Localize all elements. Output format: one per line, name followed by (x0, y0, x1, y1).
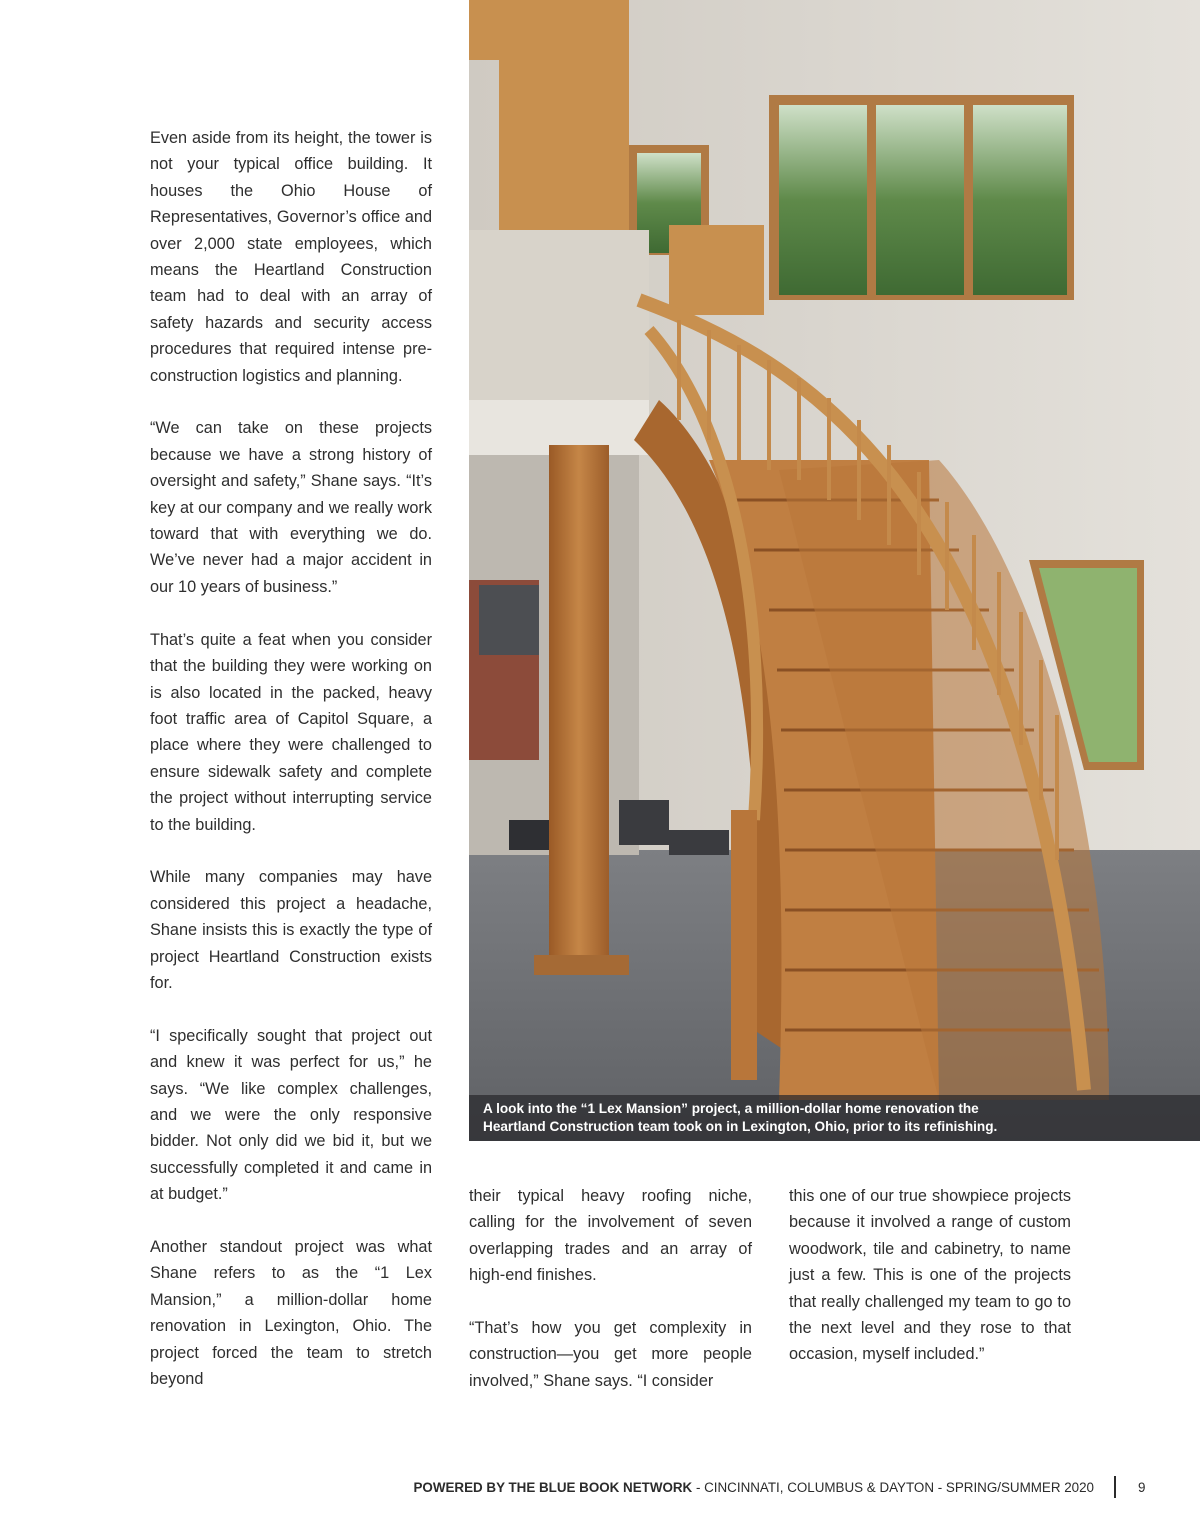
caption-line: A look into the “1 Lex Mansion” project, a million-dollar home renovation the (483, 1101, 979, 1116)
staircase-illustration (469, 0, 1200, 1141)
paragraph: While many companies may have considered this project a headache, Shane insists this is exactly the type of project Heartland Construction exists for. (150, 868, 432, 992)
paragraph: “I specifically sought that project out and knew it was perfect for us,” he says. “We like complex challenges, and we were the only responsive bidder. Not only did we bid it, but we successfully completed it and came in at budget.” (150, 1026, 432, 1204)
paragraph: their typical heavy roofing niche, calling for the involvement of seven overlapping trades and an array of high-end finishes. (469, 1187, 752, 1285)
page-number: 9 (1138, 1480, 1146, 1495)
paragraph: “We can take on these projects because we have a strong history of oversight and safety,” Shane says. “It’s key at our company and we really work toward that with everything we do. We’ve never had a major accident in our 10 years of business.” (150, 419, 432, 596)
paragraph: this one of our true showpiece projects because it involved a range of custom woodwork, tile and cabinetry, to name just a few. This is one of the projects that really challenged my team to go to the next level and they rose to that occasion, myself included.” (789, 1187, 1071, 1364)
paragraph: That’s quite a feat when you consider that the building they were working on is also located in the packed, heavy foot traffic area of Capitol Square, a place where they were challenged to ensure sidewalk safety and complete the project without interrupting service to the building. (150, 630, 432, 834)
caption-line: Heartland Construction team took on in Lexington, Ohio, prior to its refinishing. (483, 1119, 998, 1134)
article-column-right (789, 1183, 1071, 1368)
paragraph: Even aside from its height, the tower is not your typical office building. It houses the Ohio House of Representatives, Governor’s office and over 2,000 state employees, which means the Heartland Construction team had to deal with an array of safety hazards and security access procedures that required intense pre-construction logistics and planning. (150, 129, 432, 385)
paragraph: “That’s how you get complexity in construction—you get more people involved,” Shane says. “I consider (469, 1319, 752, 1390)
page-footer (0, 1475, 1200, 1501)
footer-publisher: POWERED BY THE BLUE BOOK NETWORK (413, 1480, 693, 1495)
photo-caption (469, 1095, 1200, 1141)
paragraph: Another standout project was what Shane refers to as the “1 Lex Mansion,” a million-dollar home renovation in Lexington, Ohio. The project forced the team to stretch beyond (150, 1237, 432, 1389)
staircase-photo (469, 0, 1200, 1141)
footer-divider (1114, 1476, 1116, 1498)
article-column-middle (469, 1183, 752, 1394)
footer-edition: - CINCINNATI, COLUMBUS & DAYTON - SPRING/SUMMER 2020 (692, 1480, 1094, 1495)
article-column-left (150, 125, 432, 1392)
footer-text (413, 1480, 1094, 1495)
